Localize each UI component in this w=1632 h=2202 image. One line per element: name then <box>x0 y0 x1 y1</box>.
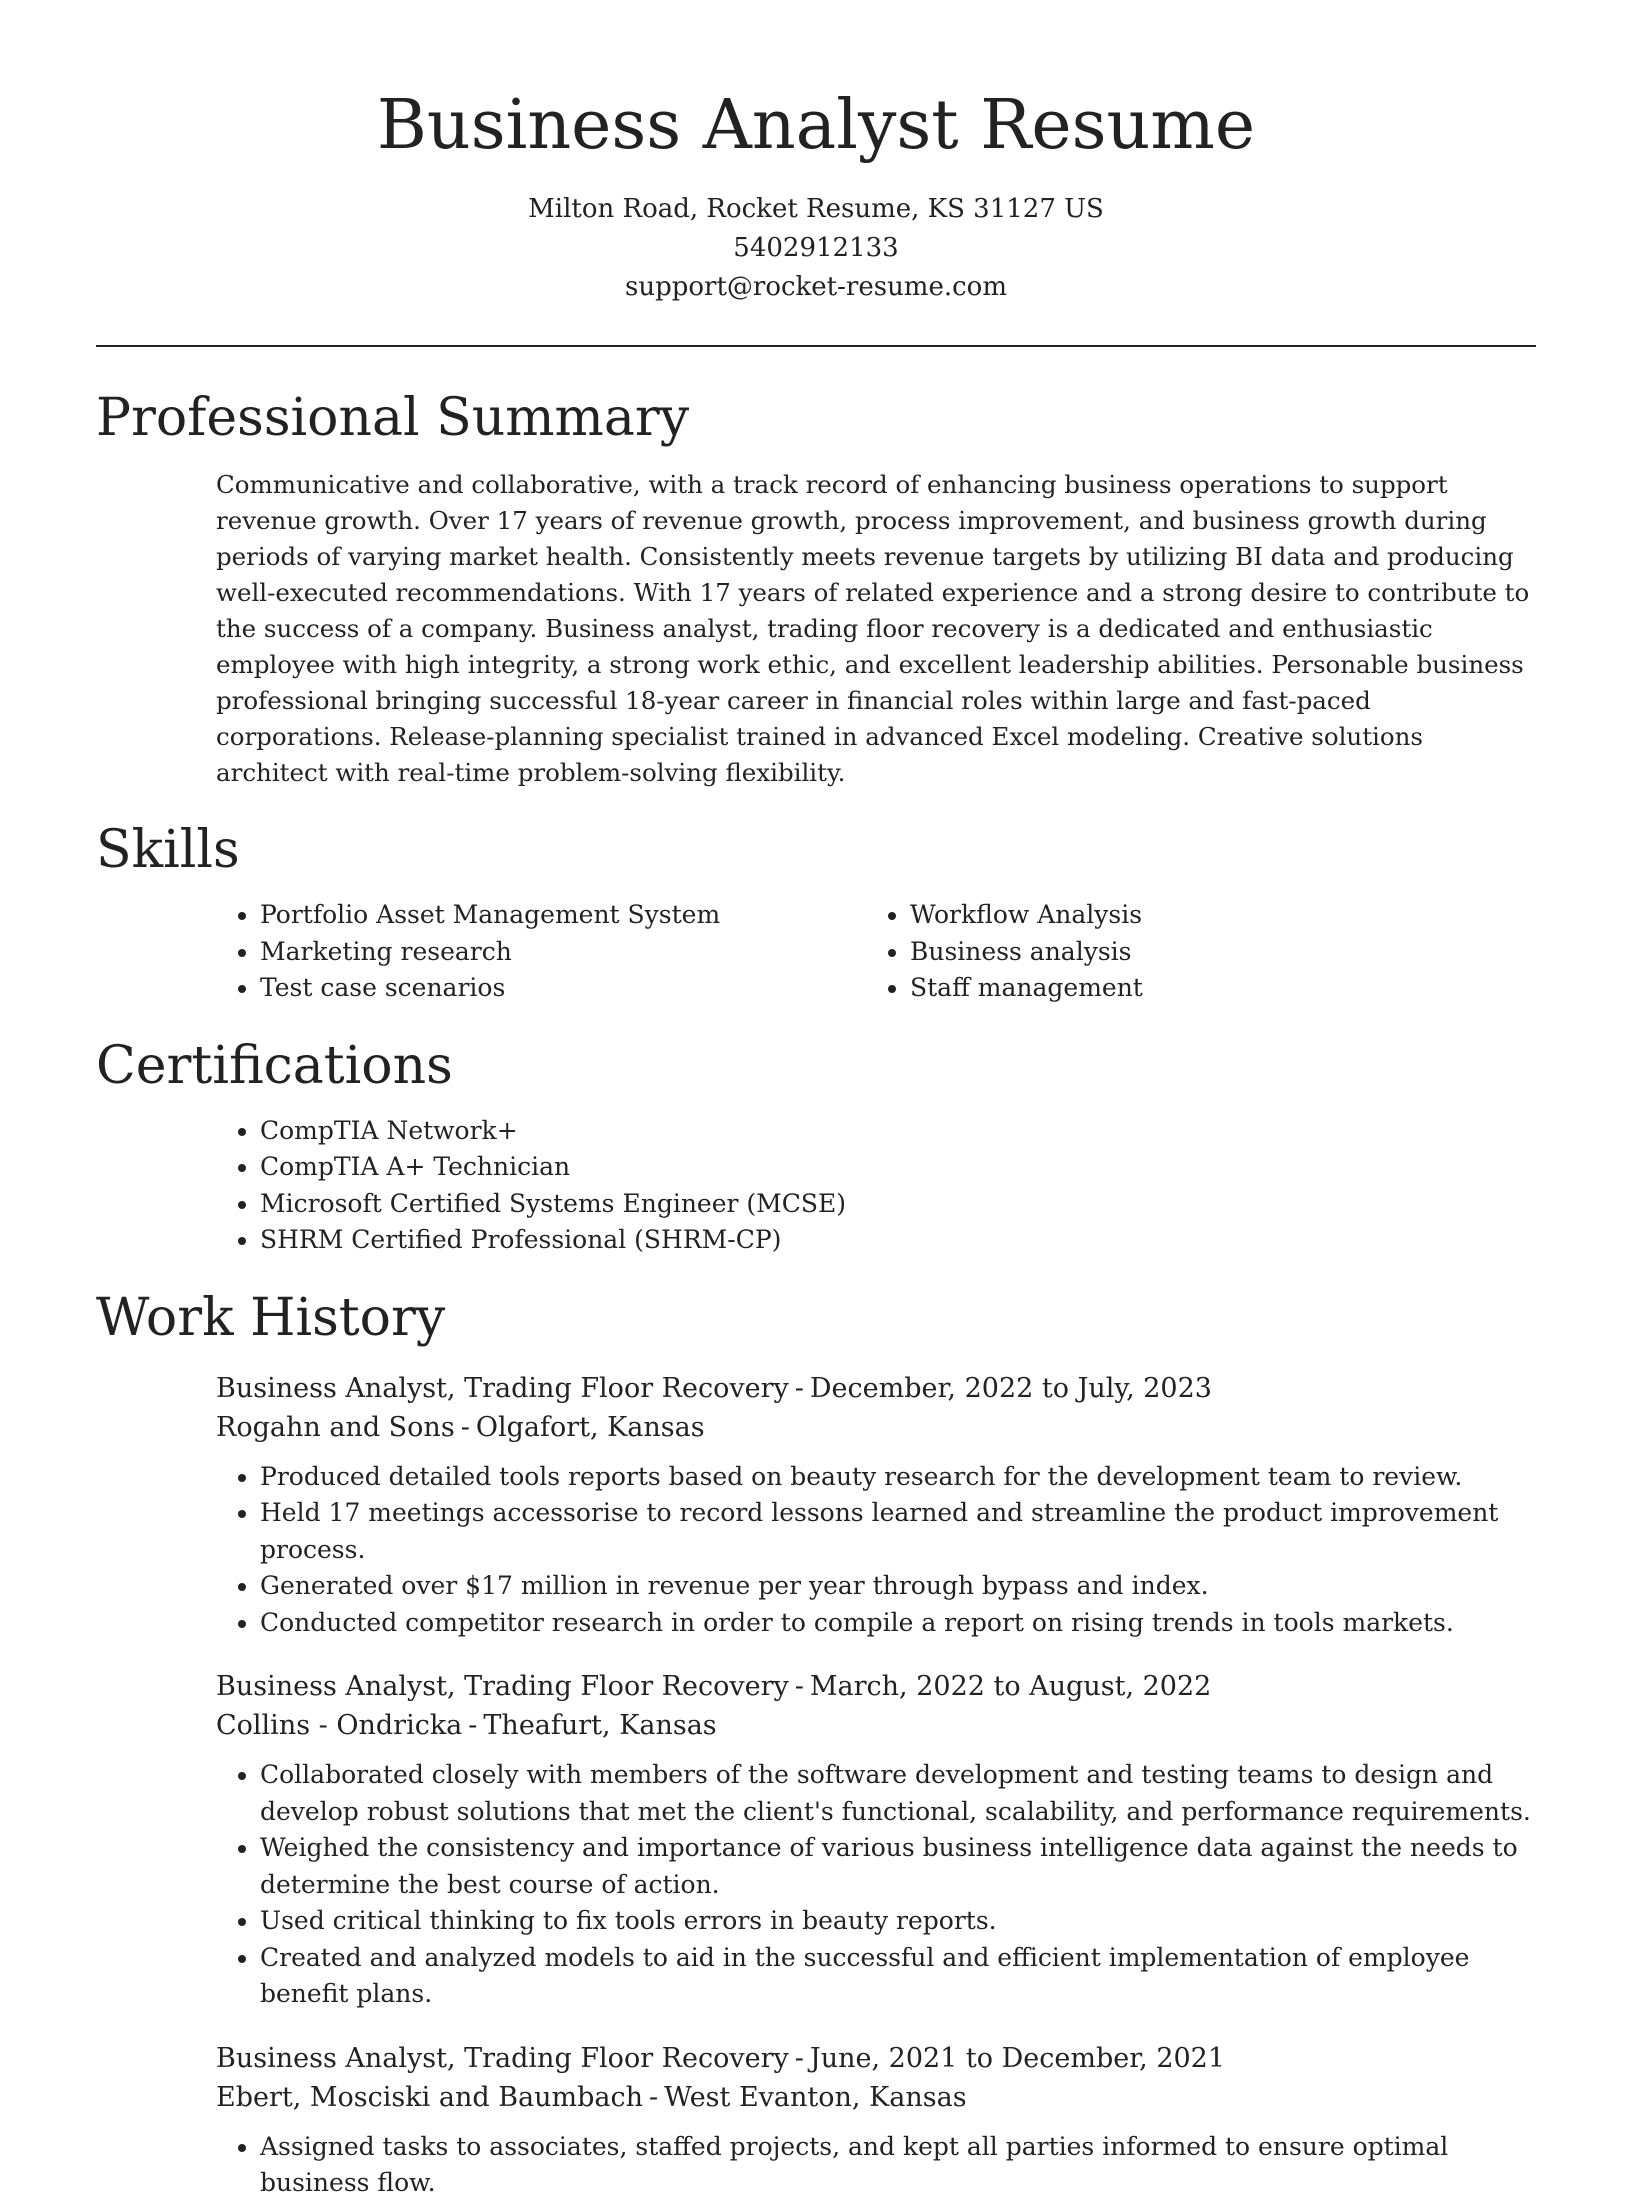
resume-title: Business Analyst Resume <box>376 86 1256 165</box>
job-title-line <box>216 2039 1536 2078</box>
job-entry <box>216 1667 1536 2013</box>
job-company: Ebert, Mosciski and Baumbach <box>216 2081 644 2113</box>
certifications-items <box>216 1113 1536 1259</box>
contact-address: Milton Road, Rocket Resume, KS 31127 US <box>528 194 1104 224</box>
job-location: Theafurt, Kansas <box>483 1710 717 1741</box>
skills-list <box>216 897 1536 1007</box>
section-title-summary: Professional Summary <box>96 388 690 448</box>
section-title-certifications: Certifications <box>96 1035 453 1096</box>
skills-column-left <box>216 897 866 1007</box>
separator: - <box>468 1710 478 1741</box>
separator: - <box>794 1671 804 1702</box>
job-title: Business Analyst, Trading Floor Recovery <box>216 1671 789 1702</box>
skill-item: • Business analysis <box>910 934 1143 971</box>
separator: - <box>460 1411 470 1443</box>
job-bullet: • Used critical thinking to fix tools errors in beauty reports. <box>260 1903 1536 1940</box>
job-bullet: • Held 17 meetings accessorise to record lessons learned and streamline the product improvement process. <box>260 1495 1536 1568</box>
contact-email: support@rocket-resume.com <box>624 272 1007 302</box>
job-title-line <box>216 1369 1536 1408</box>
section-title-skills: Skills <box>96 820 240 880</box>
summary-text: Communicative and collaborative, with a track record of enhancing business operations to support revenue growth. Over 17 years of revenue growth, process improvement, and business growth during periods of varying market health. Consistently meets revenue targets by utilizing BI data and producing well-executed recommendations. With 17 years of related experience and a strong desire to contribute to the success of a company. Business analyst, trading floor recovery is a dedicated and enthusiastic employee with high integrity, a strong work ethic, and excellent leadership abilities. Personable business professional bringing successful 18-year career in financial roles within large and fast-paced corporations. Release-planning specialist trained in advanced Excel modeling. Creative solutions architect with real-time problem-solving flexibility. <box>216 470 1530 787</box>
job-company-line <box>216 2078 1536 2117</box>
job-company: Collins - Ondricka <box>216 1710 463 1741</box>
job-entry <box>216 1369 1536 1642</box>
skill-item: • Staff management <box>910 970 1143 1007</box>
job-dates: December, 2022 to July, 2023 <box>809 1372 1212 1404</box>
job-bullet: • Created and analyzed models to aid in the successful and efficient implementation of employee benefit plans. <box>260 1940 1536 2013</box>
resume-header <box>0 0 1632 307</box>
separator: - <box>649 2081 659 2113</box>
job-bullet: • Conducted competitor research in order to compile a report on rising trends in tools markets. <box>260 1605 1536 1642</box>
job-company-line <box>216 1706 1536 1745</box>
separator: - <box>794 2042 804 2074</box>
separator: - <box>794 1372 804 1404</box>
job-title-line <box>216 1667 1536 1706</box>
job-company-line <box>216 1408 1536 1447</box>
job-bullets <box>216 1757 1536 2013</box>
job-bullet: • Produced detailed tools reports based on beauty research for the development team to review. <box>260 1459 1536 1496</box>
job-bullets <box>216 1459 1536 1642</box>
contact-info <box>0 190 1632 307</box>
skill-item: • Marketing research <box>260 934 866 971</box>
job-entry <box>216 2039 1536 2202</box>
job-bullet: • Generated over $17 million in revenue per year through bypass and index. <box>260 1568 1536 1605</box>
job-location: Olgafort, Kansas <box>475 1411 705 1443</box>
certifications-list <box>216 1113 1536 1259</box>
skill-item: • Workflow Analysis <box>910 897 1143 934</box>
job-dates: June, 2021 to December, 2021 <box>809 2042 1226 2074</box>
job-bullet: • Collaborated closely with members of the software development and testing teams to design and develop robust solutions that met the client's functional, scalability, and performance requirements. <box>260 1757 1536 1830</box>
certification-item: • Microsoft Certified Systems Engineer (MCSE) <box>260 1186 1536 1223</box>
header-divider <box>96 345 1536 347</box>
certification-item: • CompTIA Network+ <box>260 1113 1536 1150</box>
job-bullet: • Assigned tasks to associates, staffed projects, and kept all parties informed to ensure optimal business flow. <box>260 2129 1536 2202</box>
skills-column-right <box>866 897 1143 1007</box>
job-bullet: • Weighed the consistency and importance of various business intelligence data against the needs to determine the best course of action. <box>260 1830 1536 1903</box>
certification-item: • SHRM Certified Professional (SHRM-CP) <box>260 1222 1536 1259</box>
job-title: Business Analyst, Trading Floor Recovery <box>216 1372 789 1404</box>
skill-item: • Portfolio Asset Management System <box>260 897 866 934</box>
job-company: Rogahn and Sons <box>216 1411 455 1443</box>
job-title: Business Analyst, Trading Floor Recovery <box>216 2042 789 2074</box>
contact-phone: 5402912133 <box>733 233 899 263</box>
job-bullets <box>216 2129 1536 2202</box>
skill-item: • Test case scenarios <box>260 970 866 1007</box>
job-dates: March, 2022 to August, 2022 <box>809 1671 1212 1702</box>
job-location: West Evanton, Kansas <box>664 2081 967 2113</box>
certification-item: • CompTIA A+ Technician <box>260 1149 1536 1186</box>
section-title-work-history: Work History <box>96 1287 446 1348</box>
